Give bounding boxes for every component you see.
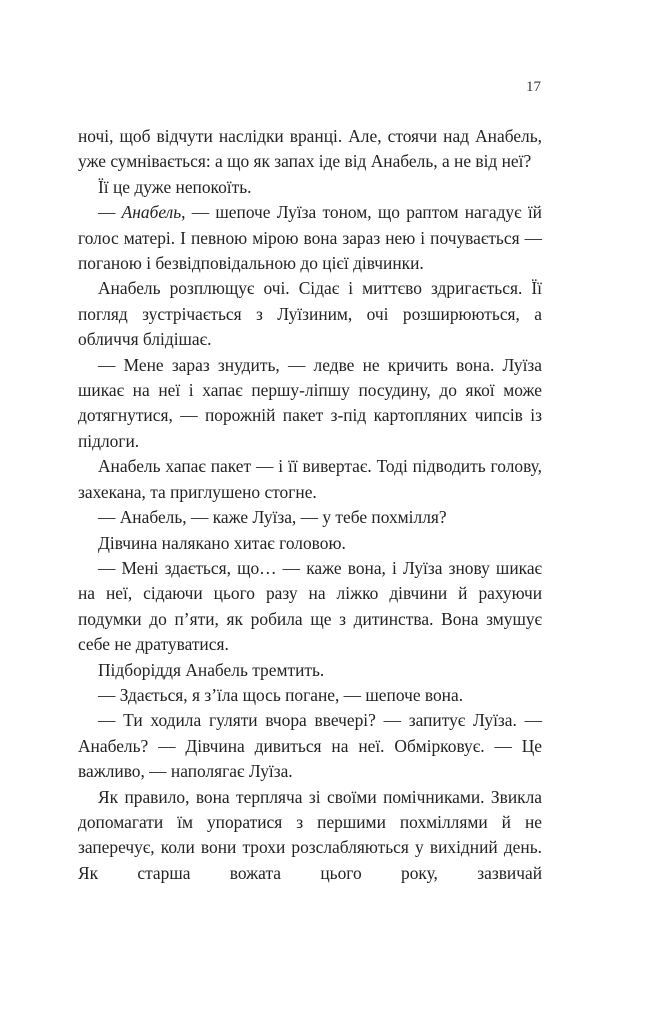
paragraph-text: Підборіддя Анабель тремтить. [98,659,325,680]
paragraph-text: Як правило, вона терпляча зі своїми помічниками. Звикла допомагати їм упоратися з першими похміллями й не заперечує, коли вони трохи розслабляються у вихідний день. Як старша вожата цього року, зазвичай [78,786,542,883]
paragraph [78,556,542,658]
paragraph-text: , — шепоче Луїза тоном, що раптом нагадує їй голос матері. І певною мірою вона зараз нею і почувається — поганою і безвідповідальною до цієї дівчинки. [78,202,542,274]
paragraph-text: — [98,202,122,223]
paragraph-text: — Ти ходила гуляти вчора ввечері? — запитує Луїза. — Анабель? — Дівчина дивиться на неї. Обмірковує. — Це важливо, — наполягає Луїза. [78,710,542,782]
paragraph-text: ночі, щоб відчути наслідки вранці. Але, стоячи над Анабель, уже сумнівається: а що як запах іде від Анабель, а не від неї? [78,126,542,172]
paragraph-text: — Мене зараз знудить, — ледве не кричить вона. Луїза шикає на неї і хапає першу-ліпшу посудину, до якої може дотягнутися, — порожній пакет з-під картопляних чипсів із підлоги. [78,354,542,451]
paragraph-text: — Мені здається, що… — каже вона, і Луїза знову шикає на неї, сідаючи цього разу на ліжко дівчини й рахуючи подумки до п’яти, як робила ще з дитинства. Вона змушує себе не дратуватися. [78,557,542,655]
paragraph-text: — Анабель, — каже Луїза, — у тебе похмілля? [98,507,447,528]
paragraph [78,683,542,708]
paragraph-italic-text: Анабель [121,202,182,223]
paragraph-text: — Здається, я з’їла щось погане, — шепоче вона. [98,684,464,705]
paragraph [78,175,542,200]
paragraph-text: Анабель розплющує очі. Сідає і миттєво здригається. Її погляд зустрічається з Луїзиним, очі розширюються, а обличчя блідішає. [78,278,542,350]
paragraph [78,708,542,784]
paragraph [78,505,542,530]
paragraph [78,785,542,887]
body-text [78,124,542,886]
paragraph [78,200,542,276]
paragraph-text: Анабель хапає пакет — і її вивертає. Тоді підводить голову, захекана, та приглушено стогне. [78,456,542,502]
paragraph [78,658,542,683]
paragraph [78,531,542,556]
paragraph [78,276,542,352]
paragraph [78,124,542,175]
page-number: 17 [526,79,541,95]
paragraph-text: Її це дуже непокоїть. [98,176,252,197]
paragraph [78,454,542,505]
paragraph [78,353,542,455]
paragraph-text: Дівчина налякано хитає головою. [98,532,346,553]
